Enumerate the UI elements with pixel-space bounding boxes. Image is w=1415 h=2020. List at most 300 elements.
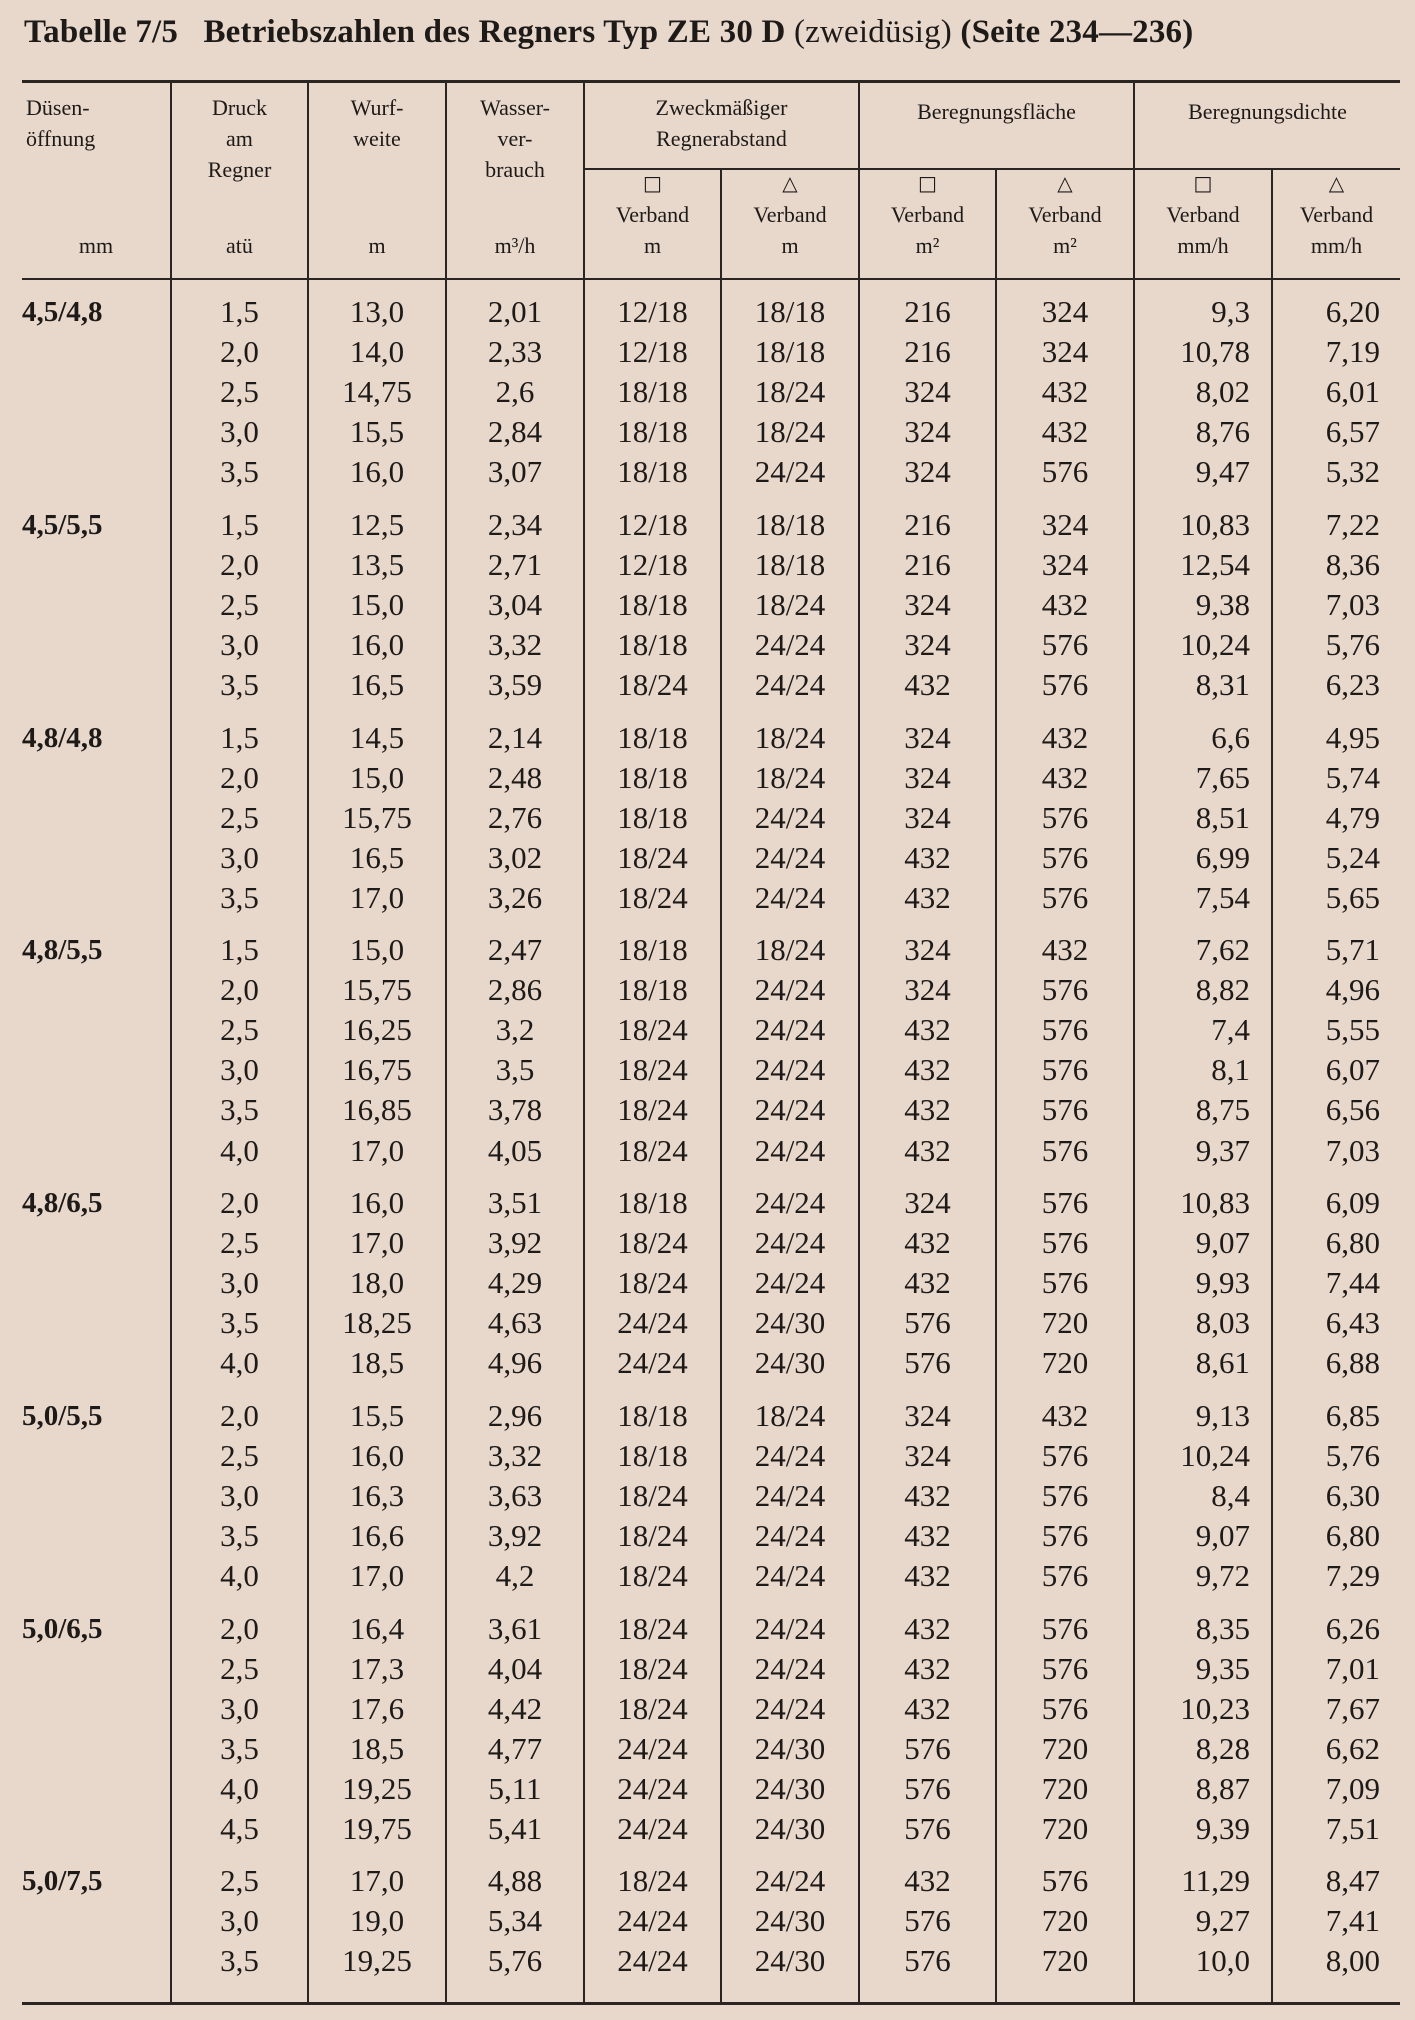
density-square-cell: 9,27: [1195, 1903, 1250, 1939]
area-square-cell: 432: [904, 1690, 951, 1726]
area-triangle-cell: 576: [1041, 666, 1089, 702]
throw-distance-cell: 18,0: [349, 1265, 405, 1301]
spacing-square-cell: 18/24: [617, 1132, 688, 1168]
area-triangle-cell: 576: [1041, 1092, 1089, 1128]
area-square-cell: 324: [904, 586, 951, 622]
area-triangle-cell: 324: [1041, 546, 1089, 582]
spacing-square-cell: 18/18: [617, 932, 688, 968]
table-row: [0, 452, 1415, 492]
throw-distance-cell: 16,25: [342, 1012, 412, 1048]
density-triangle-cell: 7,01: [1325, 1650, 1380, 1686]
density-triangle-cell: 5,74: [1325, 759, 1380, 795]
water-usage-cell: 2,34: [487, 506, 543, 542]
water-usage-cell: 2,76: [487, 799, 543, 835]
density-triangle-cell: 6,80: [1325, 1517, 1380, 1553]
density-square-cell: 9,35: [1195, 1650, 1250, 1686]
water-usage-cell: 3,5: [495, 1052, 535, 1088]
area-triangle-cell: 432: [1041, 586, 1089, 622]
spacing-triangle-cell: 18/18: [754, 294, 826, 329]
pressure-cell: 2,0: [220, 1185, 259, 1221]
spacing-square-cell: 18/24: [617, 1265, 688, 1301]
area-triangle-cell: 576: [1041, 454, 1089, 490]
density-square-cell: 10,78: [1180, 334, 1250, 370]
nozzle-label: 5,0/7,5: [22, 1865, 103, 1898]
area-square-cell: 432: [904, 1477, 951, 1513]
pressure-cell: 2,5: [220, 1012, 259, 1048]
table-row: [0, 412, 1415, 452]
throw-distance-cell: 16,85: [342, 1092, 412, 1128]
spacing-triangle-cell: 24/30: [754, 1810, 826, 1846]
density-triangle-cell: 7,29: [1325, 1557, 1380, 1593]
header-spacing-group: Zweckmäßiger Regnerabstand: [655, 95, 788, 151]
pressure-cell: 2,5: [220, 1225, 259, 1261]
area-triangle-cell: 432: [1041, 374, 1089, 410]
area-square-cell: 216: [904, 334, 951, 370]
pressure-cell: 3,0: [220, 1265, 259, 1301]
area-triangle-cell: 720: [1041, 1943, 1089, 1979]
water-usage-cell: 2,33: [487, 334, 543, 370]
area-square-cell: 432: [904, 1610, 951, 1646]
header-throw-distance: Wurf- weite: [350, 95, 404, 151]
pressure-cell: 3,0: [220, 1477, 259, 1513]
pressure-cell: 1,5: [220, 932, 259, 968]
spacing-triangle-cell: 24/24: [754, 839, 826, 875]
area-square-cell: 576: [904, 1903, 951, 1939]
table-row: [0, 1263, 1415, 1303]
density-square-cell: 8,28: [1195, 1730, 1250, 1766]
spacing-square-cell: 24/24: [617, 1770, 688, 1806]
table-row: [0, 1609, 1415, 1649]
table-row: [0, 1183, 1415, 1223]
spacing-square-cell: 18/18: [617, 414, 688, 450]
area-square-cell: 432: [904, 1092, 951, 1128]
table-row: [0, 1343, 1415, 1383]
table-row: [0, 1516, 1415, 1556]
spacing-triangle-cell: 24/24: [754, 1863, 826, 1899]
density-triangle-cell: 7,67: [1325, 1690, 1380, 1726]
water-usage-cell: 3,92: [487, 1225, 543, 1261]
area-square-cell: 432: [904, 1012, 951, 1048]
density-triangle-cell: 6,30: [1325, 1477, 1380, 1513]
pressure-cell: 2,0: [220, 334, 259, 370]
density-triangle-cell: 5,76: [1325, 626, 1380, 662]
density-square-cell: 7,65: [1195, 759, 1250, 795]
throw-distance-cell: 19,75: [342, 1810, 412, 1846]
density-square-cell: 9,47: [1195, 454, 1250, 490]
spacing-square-cell: 24/24: [617, 1730, 688, 1766]
throw-distance-cell: 15,75: [342, 799, 412, 835]
water-usage-cell: 4,2: [495, 1557, 535, 1593]
density-square-cell: 8,61: [1195, 1345, 1250, 1381]
spacing-square-cell: 18/24: [617, 1517, 688, 1553]
table-row: [0, 372, 1415, 412]
spacing-square-cell: 18/18: [617, 626, 688, 662]
spacing-square-cell: 18/18: [617, 1437, 688, 1473]
throw-distance-cell: 15,0: [349, 759, 405, 795]
density-square-cell: 8,76: [1195, 414, 1250, 450]
water-usage-cell: 2,96: [487, 1397, 543, 1433]
throw-distance-cell: 15,0: [349, 586, 405, 622]
square-icon: □: [918, 171, 937, 195]
water-usage-cell: 5,76: [487, 1943, 543, 1979]
nozzle-label: 4,5/4,8: [22, 296, 103, 328]
pressure-cell: 2,0: [220, 546, 259, 582]
throw-distance-cell: 14,75: [342, 374, 412, 410]
spacing-triangle-cell: 24/24: [754, 1132, 826, 1168]
density-square-cell: 10,24: [1180, 626, 1250, 662]
nozzle-label: 4,8/6,5: [22, 1187, 103, 1220]
spacing-square-cell: 24/24: [617, 1305, 688, 1341]
density-square-cell: 10,23: [1180, 1690, 1250, 1726]
pressure-cell: 4,0: [220, 1132, 259, 1168]
density-square-cell: 10,83: [1180, 1185, 1250, 1221]
throw-distance-cell: 16,75: [342, 1052, 412, 1088]
pressure-cell: 2,5: [220, 586, 259, 622]
density-triangle-cell: 8,00: [1325, 1943, 1380, 1979]
area-triangle-cell: 720: [1041, 1730, 1089, 1766]
density-triangle-cell: 8,36: [1325, 546, 1380, 582]
area-square-cell: 216: [904, 506, 951, 542]
spacing-triangle-cell: 24/30: [754, 1730, 826, 1766]
header-area-group: Beregnungsfläche: [917, 99, 1076, 124]
area-triangle-cell: 576: [1041, 1265, 1089, 1301]
square-icon: □: [643, 171, 662, 195]
throw-distance-cell: 17,0: [349, 1557, 405, 1593]
throw-distance-cell: 17,0: [349, 879, 405, 915]
water-usage-cell: 2,84: [487, 414, 543, 450]
table-row: [0, 1436, 1415, 1476]
throw-distance-cell: 16,5: [349, 839, 405, 875]
density-triangle-cell: 7,51: [1325, 1810, 1380, 1846]
density-square-cell: 12,54: [1180, 546, 1250, 582]
density-triangle-cell: 6,56: [1325, 1092, 1380, 1128]
spacing-square-cell: 18/24: [617, 1225, 688, 1261]
pressure-cell: 2,5: [220, 799, 259, 835]
density-triangle-cell: 6,20: [1325, 294, 1380, 329]
area-triangle-cell: 576: [1041, 626, 1089, 662]
bottom-rule: [22, 2002, 1400, 2005]
throw-distance-cell: 17,0: [349, 1863, 405, 1899]
spacing-square-cell: 24/24: [617, 1903, 688, 1939]
spacing-square-cell: 18/24: [617, 1650, 688, 1686]
spacing-triangle-cell: 24/24: [754, 454, 826, 490]
pressure-cell: 3,0: [220, 1690, 259, 1726]
table-row: [0, 1223, 1415, 1263]
spacing-triangle-cell: 18/18: [754, 546, 826, 582]
area-triangle-cell: 720: [1041, 1810, 1089, 1846]
nozzle-label: 5,0/6,5: [22, 1612, 103, 1645]
water-usage-cell: 3,32: [487, 626, 543, 662]
area-triangle-cell: 576: [1041, 879, 1089, 915]
spacing-square-cell: 18/18: [617, 1397, 688, 1433]
density-triangle-cell: 6,07: [1325, 1052, 1380, 1088]
spacing-triangle-cell: 24/24: [754, 1610, 826, 1646]
area-square-cell: 324: [904, 414, 951, 450]
top-rule: [22, 80, 1400, 83]
spacing-square-cell: 18/24: [617, 1477, 688, 1513]
spacing-triangle-cell: 24/24: [754, 879, 826, 915]
water-usage-cell: 3,78: [487, 1092, 543, 1128]
density-square-cell: 8,35: [1195, 1610, 1250, 1646]
table-row: [0, 1010, 1415, 1050]
throw-distance-cell: 17,0: [349, 1225, 405, 1261]
throw-distance-cell: 15,5: [349, 1397, 405, 1433]
throw-distance-cell: 18,5: [349, 1730, 405, 1766]
area-triangle-cell: 576: [1041, 1863, 1089, 1899]
density-square-cell: 11,29: [1181, 1863, 1250, 1899]
pressure-cell: 3,0: [220, 626, 259, 662]
density-triangle-cell: 7,09: [1325, 1770, 1380, 1806]
header-nozzle: Düsen- öffnung: [26, 95, 96, 151]
spacing-triangle-cell: 24/24: [754, 1092, 826, 1128]
density-square-cell: 9,07: [1195, 1517, 1250, 1553]
area-triangle-cell: 576: [1041, 972, 1089, 1008]
header-density-triangle: △ Verband mm/h: [1273, 168, 1400, 261]
density-triangle-cell: 6,62: [1325, 1730, 1380, 1766]
spacing-square-cell: 24/24: [617, 1943, 688, 1979]
area-triangle-cell: 576: [1041, 1690, 1089, 1726]
header-spacing-triangle: △ Verband m: [722, 168, 858, 261]
density-triangle-cell: 7,03: [1325, 586, 1380, 622]
density-square-cell: 9,39: [1195, 1810, 1250, 1846]
water-usage-cell: 3,51: [487, 1185, 543, 1221]
area-square-cell: 324: [904, 1185, 951, 1221]
density-triangle-cell: 6,26: [1325, 1610, 1380, 1646]
water-usage-cell: 4,29: [487, 1265, 543, 1301]
area-square-cell: 432: [904, 1517, 951, 1553]
area-square-cell: 576: [904, 1770, 951, 1806]
spacing-triangle-cell: 18/24: [754, 932, 826, 968]
area-triangle-cell: 576: [1041, 839, 1089, 875]
spacing-triangle-cell: 24/24: [754, 1012, 826, 1048]
table-row: [0, 1769, 1415, 1809]
table-row: [0, 1396, 1415, 1436]
spacing-triangle-cell: 18/24: [754, 414, 826, 450]
density-square-cell: 7,54: [1195, 879, 1250, 915]
pressure-cell: 3,0: [220, 839, 259, 875]
table-row: [0, 505, 1415, 545]
area-triangle-cell: 576: [1041, 1517, 1089, 1553]
throw-distance-cell: 17,3: [349, 1650, 405, 1686]
throw-distance-cell: 16,0: [349, 626, 405, 662]
throw-distance-cell: 16,0: [349, 1185, 405, 1221]
water-usage-cell: 2,47: [487, 932, 543, 968]
density-triangle-cell: 5,76: [1325, 1437, 1380, 1473]
spacing-square-cell: 24/24: [617, 1345, 688, 1381]
throw-distance-cell: 16,5: [349, 666, 405, 702]
area-square-cell: 576: [904, 1943, 951, 1979]
throw-distance-cell: 15,0: [349, 932, 405, 968]
nozzle-label: 4,5/5,5: [22, 508, 103, 541]
area-triangle-cell: 720: [1041, 1345, 1089, 1381]
area-square-cell: 432: [904, 1863, 951, 1899]
water-usage-cell: 3,02: [487, 839, 543, 875]
table-row: [0, 292, 1415, 332]
density-square-cell: 7,4: [1211, 1012, 1250, 1048]
spacing-triangle-cell: 24/24: [754, 1225, 826, 1261]
spacing-triangle-cell: 24/24: [754, 799, 826, 835]
pressure-cell: 3,5: [220, 1517, 259, 1553]
header-density-square: □ Verband mm/h: [1135, 168, 1271, 261]
water-usage-cell: 4,42: [487, 1690, 543, 1726]
density-triangle-cell: 7,22: [1325, 506, 1380, 542]
water-usage-cell: 3,32: [487, 1437, 543, 1473]
spacing-triangle-cell: 18/24: [754, 586, 826, 622]
area-square-cell: 324: [904, 1397, 951, 1433]
area-square-cell: 324: [904, 799, 951, 835]
spacing-square-cell: 18/24: [617, 1863, 688, 1899]
spacing-square-cell: 18/18: [617, 374, 688, 410]
area-square-cell: 432: [904, 1225, 951, 1261]
table-row: [0, 878, 1415, 918]
density-triangle-cell: 4,79: [1325, 799, 1380, 835]
water-usage-cell: 2,71: [487, 546, 543, 582]
table-row: [0, 332, 1415, 372]
density-triangle-cell: 7,19: [1325, 334, 1380, 370]
header-spacing-square: □ Verband m: [585, 168, 720, 261]
area-triangle-cell: 432: [1041, 414, 1089, 450]
pressure-cell: 4,0: [220, 1770, 259, 1806]
spacing-square-cell: 18/24: [617, 879, 688, 915]
area-square-cell: 432: [904, 1650, 951, 1686]
spacing-triangle-cell: 24/30: [754, 1943, 826, 1979]
area-square-cell: 432: [904, 1557, 951, 1593]
triangle-icon: △: [1328, 171, 1345, 195]
area-square-cell: 324: [904, 972, 951, 1008]
pressure-cell: 3,0: [220, 414, 259, 450]
water-usage-cell: 5,41: [487, 1810, 543, 1846]
area-triangle-cell: 432: [1041, 759, 1089, 795]
spacing-triangle-cell: 24/30: [754, 1903, 826, 1939]
density-triangle-cell: 7,41: [1325, 1903, 1380, 1939]
spacing-triangle-cell: 24/30: [754, 1305, 826, 1341]
water-usage-cell: 3,2: [495, 1012, 535, 1048]
area-triangle-cell: 324: [1041, 334, 1089, 370]
spacing-triangle-cell: 24/24: [754, 972, 826, 1008]
water-usage-cell: 3,04: [487, 586, 543, 622]
pressure-cell: 1,5: [220, 506, 259, 542]
throw-distance-cell: 18,5: [349, 1345, 405, 1381]
nozzle-label: 4,8/4,8: [22, 721, 103, 754]
throw-distance-cell: 13,0: [349, 294, 405, 329]
spacing-square-cell: 12/18: [617, 294, 688, 329]
spacing-triangle-cell: 24/24: [754, 1517, 826, 1553]
spacing-triangle-cell: 24/24: [754, 1052, 826, 1088]
table-row: [0, 1809, 1415, 1849]
density-square-cell: 9,93: [1195, 1265, 1250, 1301]
spacing-square-cell: 24/24: [617, 1810, 688, 1846]
density-square-cell: 10,24: [1180, 1437, 1250, 1473]
area-triangle-cell: 720: [1041, 1903, 1089, 1939]
density-square-cell: 8,87: [1195, 1770, 1250, 1806]
throw-distance-cell: 14,0: [349, 334, 405, 370]
throw-distance-cell: 16,0: [349, 1437, 405, 1473]
area-triangle-cell: 576: [1041, 1557, 1089, 1593]
spacing-triangle-cell: 18/18: [754, 334, 826, 370]
square-icon: □: [1193, 171, 1213, 195]
density-triangle-cell: 6,09: [1325, 1185, 1380, 1221]
throw-distance-cell: 16,0: [349, 454, 405, 490]
spacing-square-cell: 12/18: [617, 546, 688, 582]
water-usage-cell: 4,77: [487, 1730, 543, 1766]
water-usage-cell: 3,92: [487, 1517, 543, 1553]
density-square-cell: 6,99: [1195, 839, 1250, 875]
spacing-triangle-cell: 24/24: [754, 1557, 826, 1593]
spacing-square-cell: 18/24: [617, 1012, 688, 1048]
table-row: [0, 838, 1415, 878]
density-square-cell: 9,38: [1195, 586, 1250, 622]
pressure-cell: 4,0: [220, 1345, 259, 1381]
table-row: [0, 930, 1415, 970]
spacing-triangle-cell: 18/24: [754, 1397, 826, 1433]
pressure-cell: 2,0: [220, 759, 259, 795]
area-square-cell: 576: [904, 1345, 951, 1381]
density-triangle-cell: 6,57: [1325, 414, 1380, 450]
spacing-square-cell: 18/24: [617, 1610, 688, 1646]
area-square-cell: 432: [904, 1052, 951, 1088]
spacing-square-cell: 18/18: [617, 1185, 688, 1221]
density-triangle-cell: 6,88: [1325, 1345, 1380, 1381]
water-usage-cell: 2,6: [495, 374, 535, 410]
density-square-cell: 10,0: [1195, 1943, 1250, 1979]
area-triangle-cell: 576: [1041, 1012, 1089, 1048]
throw-distance-cell: 15,75: [342, 972, 412, 1008]
pressure-cell: 2,0: [220, 972, 259, 1008]
header-area-square: □ Verband m²: [860, 168, 995, 261]
area-triangle-cell: 576: [1041, 1610, 1089, 1646]
pressure-cell: 4,5: [220, 1810, 259, 1846]
table-row: [0, 1556, 1415, 1596]
area-square-cell: 324: [904, 1437, 951, 1473]
header-pressure-unit: atü: [226, 233, 253, 258]
spacing-triangle-cell: 24/24: [754, 1650, 826, 1686]
pressure-cell: 1,5: [220, 294, 259, 329]
spacing-square-cell: 18/24: [617, 666, 688, 702]
spacing-square-cell: 18/24: [617, 1052, 688, 1088]
table-row: [0, 1050, 1415, 1090]
density-square-cell: 8,02: [1195, 374, 1250, 410]
nozzle-label: 4,8/5,5: [22, 934, 103, 967]
throw-distance-cell: 18,25: [342, 1305, 412, 1341]
density-square-cell: 7,62: [1195, 932, 1250, 968]
table-row: [0, 665, 1415, 705]
throw-distance-cell: 15,5: [349, 414, 405, 450]
area-triangle-cell: 432: [1041, 932, 1089, 968]
pressure-cell: 2,0: [220, 1610, 259, 1646]
header-area-triangle: △ Verband m²: [997, 168, 1133, 261]
water-usage-cell: 4,63: [487, 1305, 543, 1341]
pressure-cell: 3,0: [220, 1052, 259, 1088]
table-caption: Betriebszahlen des Regners Typ ZE 30 D: [203, 14, 786, 50]
water-usage-cell: 3,63: [487, 1477, 543, 1513]
table-row: [0, 1941, 1415, 1981]
pressure-cell: 2,5: [220, 1650, 259, 1686]
density-square-cell: 8,82: [1195, 972, 1250, 1008]
density-square-cell: 10,83: [1180, 506, 1250, 542]
area-triangle-cell: 576: [1041, 1437, 1089, 1473]
area-triangle-cell: 432: [1041, 719, 1089, 755]
pressure-cell: 3,0: [220, 1903, 259, 1939]
spacing-square-cell: 12/18: [617, 506, 688, 542]
density-square-cell: 9,07: [1195, 1225, 1250, 1261]
area-triangle-cell: 576: [1041, 1132, 1089, 1168]
header-water-usage: Wasser- ver- brauch: [480, 95, 550, 182]
area-square-cell: 432: [904, 879, 951, 915]
density-square-cell: 8,4: [1211, 1477, 1250, 1513]
density-square-cell: 8,03: [1195, 1305, 1250, 1341]
table-row: [0, 1649, 1415, 1689]
density-triangle-cell: 5,65: [1325, 879, 1380, 915]
